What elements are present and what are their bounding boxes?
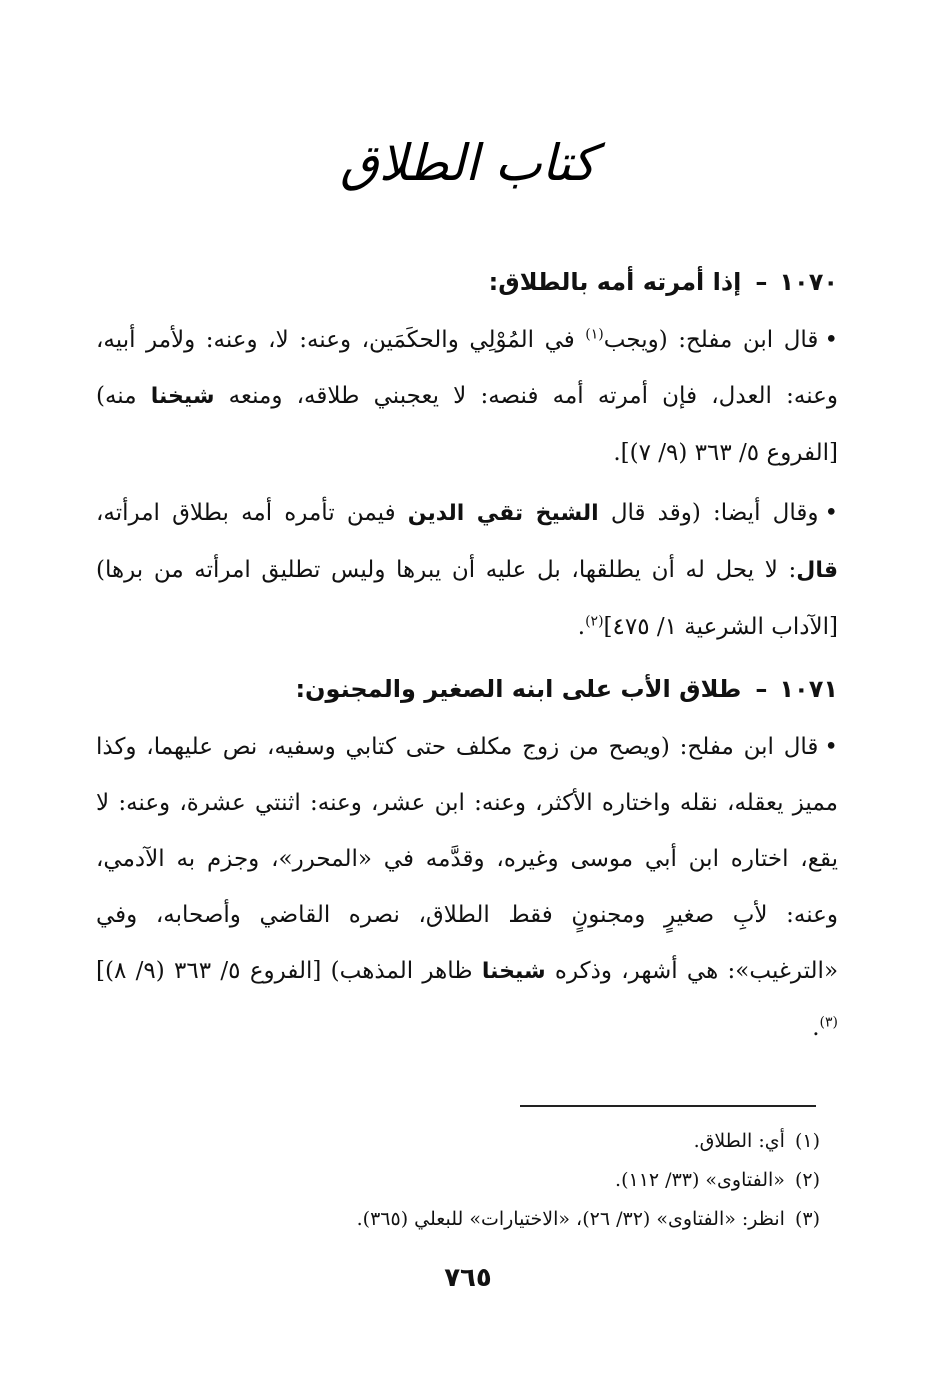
section-title: طلاق الأب على ابنه الصغير والمجنون: (295, 675, 742, 703)
footnote-ref: (٣) (819, 1014, 838, 1031)
text-run: . (577, 614, 586, 640)
footnote-text: انظر: «الفتاوى» (٣٢/ ٢٦)، «الاختيارات» للبعلي (٣٦٥). (356, 1208, 785, 1230)
bullet-icon: • (824, 327, 839, 353)
bullet-icon: • (824, 500, 839, 526)
footnote-number: (٢) (794, 1169, 820, 1191)
footnote (300, 1122, 820, 1161)
text-run: : لا يحل له أن يطلقها، بل عليه أن يبرها وليس تطليق امرأته من برها) [الآداب الشرعية ١/ ٤٧٥] (96, 557, 838, 640)
footnote-text: «الفتاوى» (٣٣/ ١١٢). (615, 1169, 785, 1191)
footnote-ref: (١) (585, 326, 604, 343)
text-run: في المُوْلِي والحكَمَين، وعنه: لا، وعنه: ولأمر أبيه، وعنه: العدل، فإن أمرته أمه فنصه: لا يعجبني طلاقه، ومنعه (96, 327, 838, 409)
footnote (300, 1161, 820, 1200)
section-title: إذا أمرته أمه بالطلاق: (488, 268, 742, 296)
paragraph (96, 312, 838, 481)
emphasis: شيخنا (150, 384, 215, 409)
paragraph (96, 719, 838, 1056)
chapter-title: كتاب الطلاق (340, 134, 596, 192)
emphasis: قال (796, 558, 838, 583)
section-number: ١٠٧٠ (779, 268, 838, 296)
page-number: ٧٦٥ (444, 1263, 492, 1293)
text-run: منه) [الفروع ٥/ ٣٦٣ (٩/ ٧)]. (96, 383, 838, 466)
section-heading-1070 (96, 252, 838, 312)
emphasis: شيخنا (481, 959, 546, 984)
text-run: وقال أيضا: (وقد قال (598, 500, 819, 526)
section-number: ١٠٧١ (779, 675, 838, 703)
footnote-ref: (٢) (585, 613, 604, 630)
text-run: قال ابن مفلح: (ويصح من زوج مكلف حتى كتابي وسفيه، نص عليهما، وكذا مميز يعقله، نقله واختاره الأكثر، وعنه: ابن عشر، وعنه: اثنتي عشرة، وعنه: لا يقع، اختاره ابن أبي موسى وغيره، وقدَّمه في «المحرر»، وجزم به الآدمي، وعنه: لأبِ صغيرٍ ومجنونٍ فقط الطلاق، نصره القاضي وأصحابه، وفي «الترغيب»: هي أشهر، وذكره (96, 734, 839, 984)
text-run: فيمن تأمره أمه بطلاق امرأته، (96, 500, 408, 526)
paragraph (96, 485, 838, 655)
footnotes (300, 1122, 820, 1239)
text-run: . (812, 1015, 820, 1041)
section-dash: – (755, 675, 768, 703)
text-run: ظاهر المذهب) [الفروع ٥/ ٣٦٣ (٩/ ٨)] (96, 958, 482, 984)
section-dash: – (755, 268, 768, 296)
main-text (96, 252, 838, 1060)
footnote (300, 1200, 820, 1239)
footnote-number: (٣) (794, 1208, 820, 1230)
bullet-icon: • (824, 734, 838, 760)
footnote-number: (١) (794, 1130, 820, 1152)
section-heading-1071 (96, 659, 838, 719)
text-run: قال ابن مفلح: (ويجب (603, 327, 819, 353)
footnote-divider (520, 1105, 816, 1107)
footnote-text: أي: الطلاق. (693, 1130, 785, 1152)
emphasis: الشيخ تقي الدين (407, 501, 599, 526)
